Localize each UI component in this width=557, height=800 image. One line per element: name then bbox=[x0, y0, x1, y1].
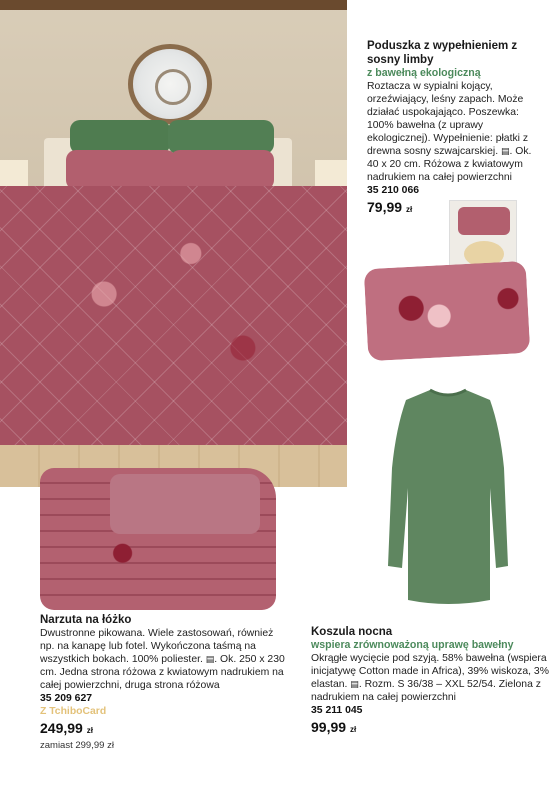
nightdress-subtitle: wspiera zrównoważoną uprawę bawełny bbox=[311, 639, 514, 651]
throw-description-text-2: . Ok. 250 x 230 cm. Jedna strona różowa z kwiatowym nadrukiem na całej powierzchni, druga strona różowa bbox=[40, 654, 285, 691]
pillow-description-text-2: . Ok. 40 x 20 cm. Różowa z kwiatowym nadrukiem na całej powierzchni bbox=[367, 146, 532, 183]
currency: zł bbox=[86, 726, 93, 735]
pink-pillow bbox=[66, 150, 176, 190]
pillow-article-number: 35 210 066 bbox=[367, 185, 420, 196]
nightdress-description bbox=[311, 652, 551, 704]
pink-pillow bbox=[170, 150, 274, 190]
throw-article-number: 35 209 627 bbox=[40, 693, 93, 704]
throw-old-price: zamiast 299,99 zł bbox=[40, 740, 114, 751]
pillow-description-text: Roztacza w sypialni kojący, orzeźwiający, leśny zapach. Może działać uspokajająco. Poszewka: 100% bawełna (z uprawy ekologicznej). Wypełnienie: płatki z drewna sosny szwajcarskiej. bbox=[367, 81, 529, 157]
pillow-description bbox=[367, 80, 545, 184]
nightdress-description-text: Okrągłe wycięcie pod szyją. 58% bawełna (wspiera inicjatywę Cotton made in Africa), 39% wiskoza, 3% elastan. bbox=[311, 653, 549, 690]
nightdress-title: Koszula nocna bbox=[311, 626, 393, 638]
round-window bbox=[128, 44, 212, 124]
nightdress-article-number: 35 211 045 bbox=[311, 705, 363, 716]
tchibocard-label: Z TchiboCard bbox=[40, 706, 107, 717]
throw-title: Narzuta na łóżko bbox=[40, 614, 132, 626]
pillow-info bbox=[367, 39, 545, 216]
green-pillow bbox=[70, 120, 170, 154]
currency: zł bbox=[405, 205, 413, 214]
nightdress-info bbox=[311, 625, 551, 736]
nightdress-price bbox=[311, 721, 551, 736]
nightdress-image bbox=[386, 388, 510, 608]
green-pillow bbox=[168, 120, 274, 154]
throw-price bbox=[40, 722, 285, 737]
washing-symbol-icon: ▤ bbox=[205, 654, 215, 664]
throw-description bbox=[40, 627, 285, 692]
throw-info bbox=[40, 613, 285, 752]
pillow-product-image bbox=[364, 261, 531, 361]
washing-symbol-icon: ▤ bbox=[350, 679, 359, 689]
bedroom-photo bbox=[0, 0, 347, 487]
throw-description-text: Dwustronne pikowana. Wiele zastosowań, również np. na kanapę lub fotel. Wykończona taśmą na wszystkich bokach. 100% poliester. bbox=[40, 628, 274, 665]
pillow-title: Poduszka z wypełnieniem z sosny limby bbox=[367, 40, 518, 66]
washing-symbol-icon: ▤ bbox=[500, 146, 510, 156]
ceiling-beam bbox=[0, 0, 347, 10]
throw-price-value: 249,99 bbox=[40, 720, 83, 736]
folded-throw-image bbox=[40, 468, 276, 610]
pillow-price-value: 79,99 bbox=[367, 199, 403, 215]
bedspread-on-bed bbox=[0, 186, 347, 456]
nightdress-price-value: 99,99 bbox=[311, 719, 347, 735]
pillow-subtitle: z bawełną ekologiczną bbox=[367, 67, 481, 79]
currency: zł bbox=[349, 725, 357, 734]
nightdress-description-text-2: . Rozm. S 36/38 – XXL 52/54. Zielona z nadrukiem na całej powierzchni bbox=[311, 679, 541, 703]
pillow-price bbox=[367, 201, 545, 216]
